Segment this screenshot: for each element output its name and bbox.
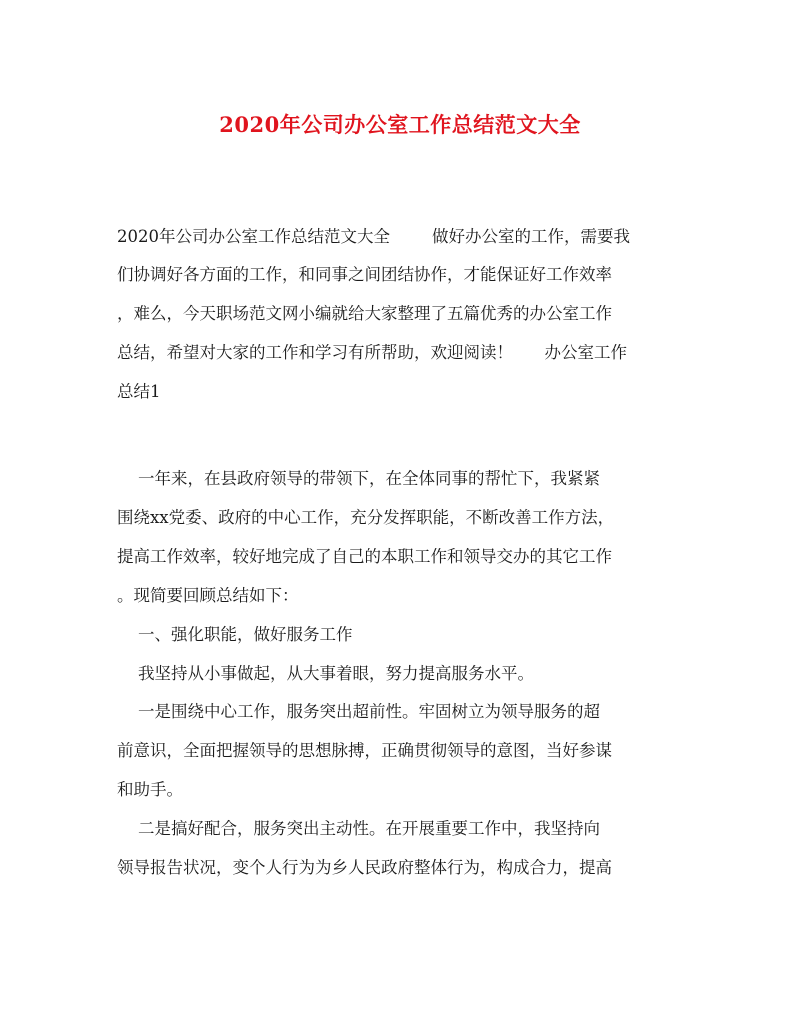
body-line-4: 。现简要回顾总结如下： (117, 586, 299, 605)
body-line-1: 一年来，在县政府领导的带领下，在全体同事的帮忙下，我紧紧 (117, 469, 600, 488)
intro-line-5: 总结1 (117, 382, 161, 401)
intro-line-4: 总结，希望对大家的工作和学习有所帮助，欢迎阅读！ 办公室工作 (117, 343, 627, 362)
intro-line-2: 们协调好各方面的工作，和同事之间团结协作，才能保证好工作效率 (117, 265, 612, 284)
section-heading-1: 一、强化职能，做好服务工作 (117, 625, 353, 644)
intro-line-1: 2020年公司办公室工作总结范文大全 做好办公室的工作，需要我 (117, 227, 630, 246)
body-line-3: 提高工作效率，较好地完成了自己的本职工作和领导交办的其它工作 (117, 547, 612, 566)
intro-line-3: ，难么，今天职场范文网小编就给大家整理了五篇优秀的办公室工作 (117, 304, 612, 323)
body-line-8: 前意识，全面把握领导的思想脉搏，正确贯彻领导的意图，当好参谋 (117, 741, 612, 760)
body-line-7: 一是围绕中心工作，服务突出超前性。牢固树立为领导服务的超 (117, 702, 600, 721)
body-line-9: 和助手。 (117, 780, 183, 799)
body-line-6: 我坚持从小事做起，从大事着眼，努力提高服务水平。 (117, 664, 534, 683)
document-title: 2020年公司办公室工作总结范文大全 (219, 112, 581, 137)
body-line-10: 二是搞好配合，服务突出主动性。在开展重要工作中，我坚持向 (117, 819, 600, 838)
body-line-2: 围绕xx党委、政府的中心工作，充分发挥职能，不断改善工作方法， (117, 508, 615, 527)
body-line-11: 领导报告状况，变个人行为为乡人民政府整体行为，构成合力，提高 (117, 858, 612, 877)
